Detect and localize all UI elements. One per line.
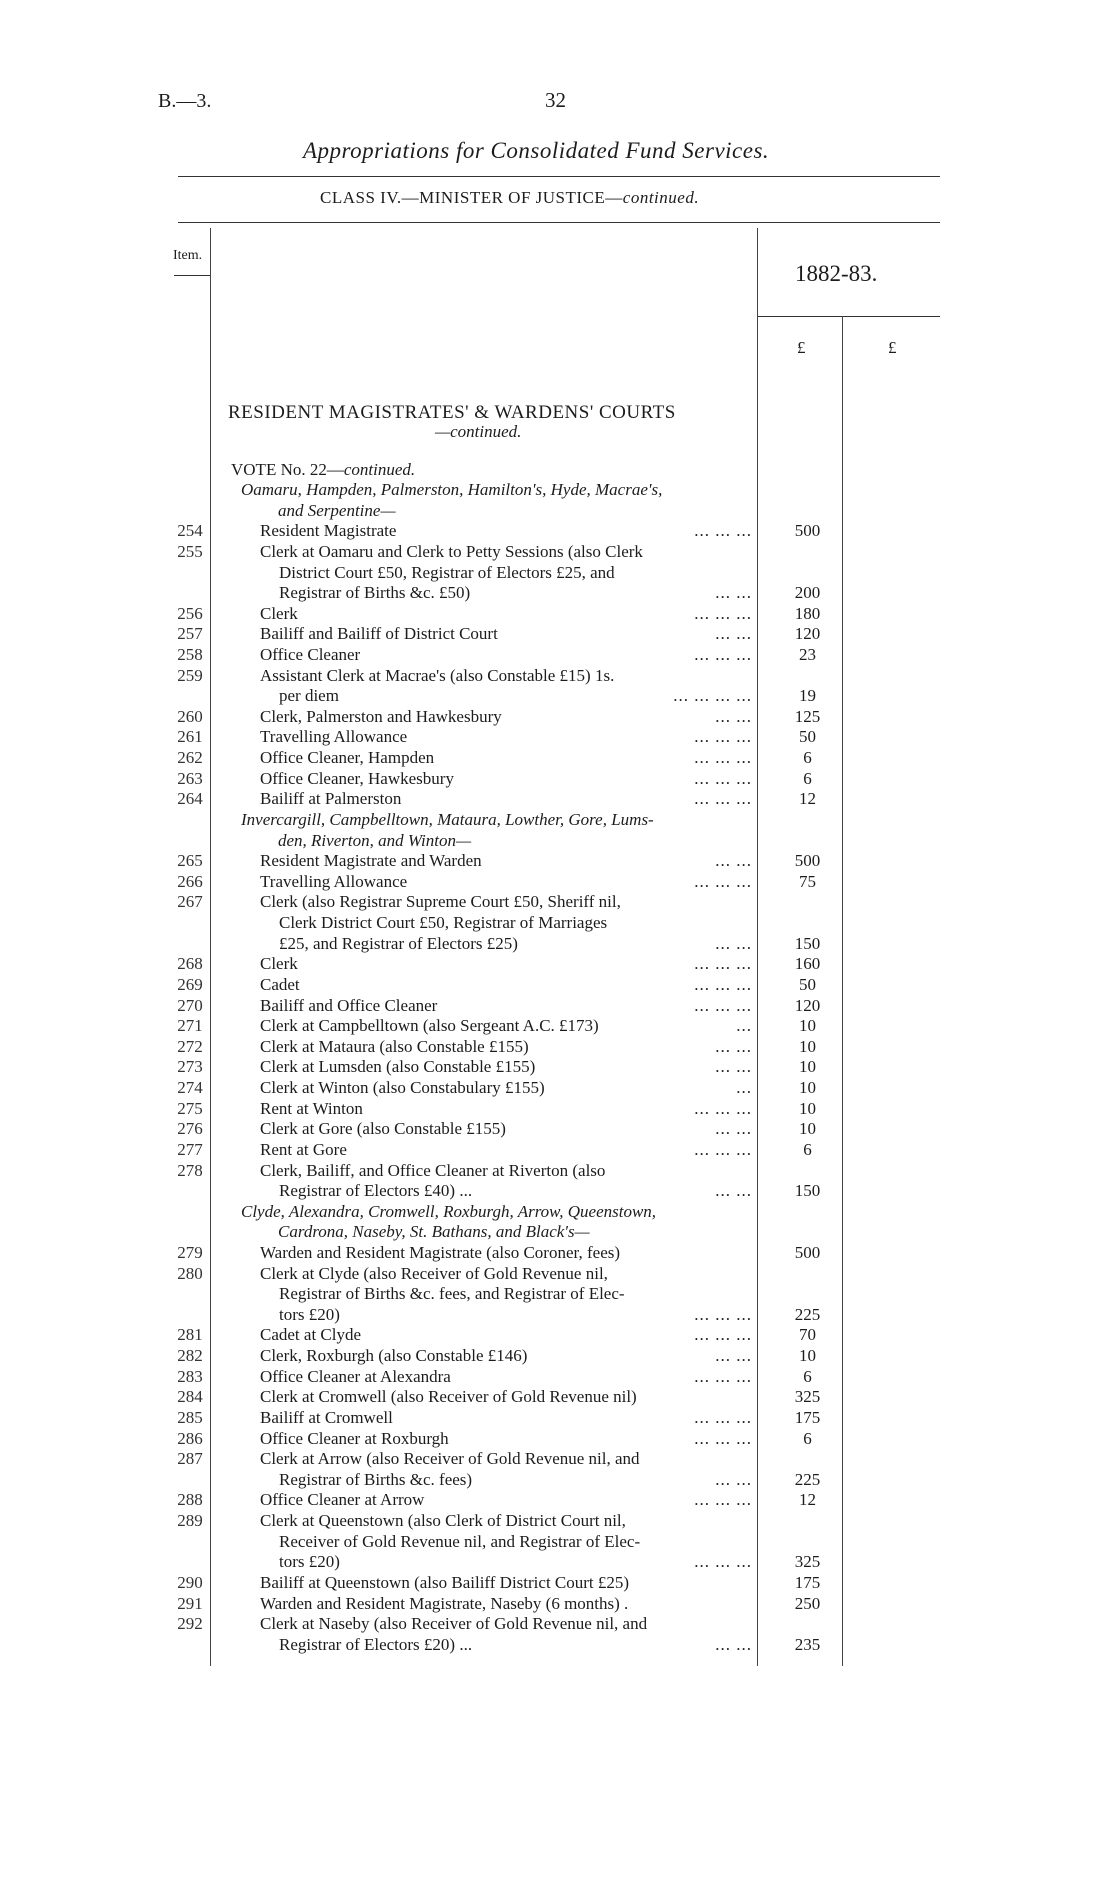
item-description: Clerk at Mataura (also Constable £155) <box>260 1036 529 1056</box>
appropriation-row <box>0 769 1114 789</box>
item-description: Clerk (also Registrar Supreme Court £50, Sheriff nil, <box>260 892 621 912</box>
item-description: Clerk at Clyde (also Receiver of Gold Revenue nil, <box>260 1263 608 1283</box>
amount-value: 10 <box>799 1016 816 1036</box>
leader-dots: ... ... ... <box>694 727 752 747</box>
appropriation-row <box>0 1470 1114 1490</box>
amount-value: 10 <box>799 1036 816 1056</box>
section-title: RESIDENT MAGISTRATES' & WARDENS' COURTS <box>228 402 676 423</box>
class-heading <box>320 188 699 208</box>
item-description: Resident Magistrate <box>260 521 397 541</box>
amount-value: 6 <box>803 1139 812 1159</box>
leader-dots: ... ... ... <box>694 1490 752 1510</box>
leader-dots: ... ... ... ... <box>673 686 752 706</box>
amount-value: 12 <box>799 789 816 809</box>
item-description: Registrar of Births &c. £50) <box>279 583 471 603</box>
amount-value: 500 <box>794 521 821 541</box>
amount-value: 325 <box>794 1387 821 1407</box>
appropriation-row <box>0 1119 1114 1139</box>
appropriation-row <box>0 727 1114 747</box>
appropriation-row <box>0 996 1114 1016</box>
leader-dots: ... ... <box>715 1469 752 1489</box>
item-number: 278 <box>177 1160 203 1180</box>
item-description: Registrar of Births &c. fees, and Registrar of Elec- <box>279 1284 625 1304</box>
amount-value: 19 <box>799 686 816 706</box>
leader-dots: ... ... ... <box>694 1139 752 1159</box>
item-number: 257 <box>177 624 203 644</box>
vote-heading-text: VOTE No. 22— <box>231 460 344 479</box>
item-description: Registrar of Electors £40) ... <box>279 1181 473 1201</box>
appropriation-row <box>0 1284 1114 1304</box>
item-description: Oamaru, Hampden, Palmerston, Hamilton's, Hyde, Macrae's, <box>241 480 663 499</box>
item-description: Bailiff at Cromwell <box>260 1407 393 1427</box>
appropriation-row <box>0 645 1114 665</box>
appropriation-row <box>0 604 1114 624</box>
appropriation-row <box>0 1305 1114 1325</box>
item-description: Registrar of Electors £20) ... <box>279 1634 473 1654</box>
appropriation-row <box>0 563 1114 583</box>
item-description: Clerk, Palmerston and Hawkesbury <box>260 706 502 726</box>
amount-value: 250 <box>794 1593 821 1613</box>
leader-dots: ... ... <box>715 1181 752 1201</box>
class-heading-text: CLASS IV.—MINISTER OF JUSTICE— <box>320 188 623 207</box>
appropriation-row <box>0 1408 1114 1428</box>
item-number: 272 <box>177 1036 203 1056</box>
amount-value: 6 <box>803 748 812 768</box>
item-description: Warden and Resident Magistrate, Naseby (6 months) . <box>260 1593 629 1613</box>
leader-dots: ... ... ... <box>694 871 752 891</box>
item-description: Rent at Winton <box>260 1098 363 1118</box>
item-description: Bailiff at Queenstown (also Bailiff District Court £25) <box>260 1572 630 1592</box>
item-description: Clerk, Roxburgh (also Constable £146) <box>260 1346 528 1365</box>
leader-dots: ... <box>736 1078 752 1097</box>
appropriation-row <box>0 1140 1114 1160</box>
appropriation-row <box>0 686 1114 706</box>
item-column-label: Item. <box>173 248 203 263</box>
item-description: tors £20) <box>279 1304 340 1324</box>
amount-value: 180 <box>794 603 821 623</box>
amount-value: 10 <box>799 1346 816 1365</box>
amount-value: 500 <box>794 851 821 871</box>
location-group-heading <box>0 480 1114 500</box>
item-description: Office Cleaner at Alexandra <box>260 1366 451 1386</box>
leader-dots: ... ... ... <box>694 748 752 768</box>
section-title-continued: —continued. <box>435 422 522 441</box>
leader-dots: ... ... ... <box>694 1428 752 1448</box>
item-number: 283 <box>177 1366 203 1386</box>
amount-value: 500 <box>794 1242 821 1262</box>
item-description: Assistant Clerk at Macrae's (also Constable £15) 1s. <box>260 665 615 685</box>
item-description: den, Riverton, and Winton— <box>278 830 472 850</box>
item-number: 261 <box>177 727 203 747</box>
appropriation-row <box>0 1367 1114 1387</box>
amount-value: 175 <box>794 1407 821 1427</box>
item-number: 267 <box>177 892 203 912</box>
appropriation-row <box>0 583 1114 603</box>
item-description: tors £20) <box>279 1552 340 1572</box>
item-number: 266 <box>177 871 203 891</box>
item-number: 276 <box>177 1119 203 1139</box>
item-number: 264 <box>177 789 203 809</box>
item-description: Clerk at Campbelltown (also Sergeant A.C. £173) <box>260 1016 599 1036</box>
item-number: 290 <box>177 1572 203 1592</box>
item-description: Travelling Allowance <box>260 727 408 747</box>
item-description: District Court £50, Registrar of Electors £25, and <box>279 562 615 582</box>
appropriation-row <box>0 748 1114 768</box>
appropriation-row <box>0 1243 1114 1263</box>
appropriation-row <box>0 1387 1114 1407</box>
item-number: 274 <box>177 1078 203 1097</box>
appropriation-row <box>0 521 1114 541</box>
leader-dots: ... ... ... <box>694 1366 752 1386</box>
amount-value: 50 <box>799 974 816 994</box>
item-number: 280 <box>177 1263 203 1283</box>
appropriation-row <box>0 913 1114 933</box>
item-description: Office Cleaner, Hampden <box>260 748 435 768</box>
item-number: 258 <box>177 645 203 664</box>
item-description: Receiver of Gold Revenue nil, and Registrar of Elec- <box>279 1531 641 1551</box>
item-number: 284 <box>177 1387 203 1407</box>
heading-rule <box>178 222 940 223</box>
item-number: 287 <box>177 1449 203 1469</box>
item-number: 281 <box>177 1325 203 1345</box>
page-title: Appropriations for Consolidated Fund Services. <box>303 138 770 163</box>
leader-dots: ... ... ... <box>694 1098 752 1118</box>
appropriation-row <box>0 1057 1114 1077</box>
item-number: 271 <box>177 1016 203 1036</box>
amount-value: 125 <box>794 706 821 726</box>
leader-dots: ... ... ... <box>694 974 752 994</box>
year-rule <box>757 316 940 317</box>
appropriation-row <box>0 1635 1114 1655</box>
item-number: 277 <box>177 1139 203 1159</box>
amount-value: 150 <box>794 933 821 953</box>
amount-value: 120 <box>794 995 821 1015</box>
appropriation-row <box>0 1449 1114 1469</box>
item-description: Clerk at Oamaru and Clerk to Petty Sessions (also Clerk <box>260 541 643 561</box>
leader-dots: ... ... ... <box>694 768 752 788</box>
leader-dots: ... ... <box>715 1036 752 1056</box>
leader-dots: ... ... <box>715 933 752 953</box>
appropriation-row <box>0 851 1114 871</box>
item-description: Cadet at Clyde <box>260 1325 362 1345</box>
appropriation-row <box>0 1161 1114 1181</box>
vote-heading-continued: continued. <box>343 460 416 479</box>
item-number: 286 <box>177 1428 203 1448</box>
leader-dots: ... ... <box>715 1346 752 1365</box>
item-description: Resident Magistrate and Warden <box>260 851 482 871</box>
leader-dots: ... ... ... <box>694 603 752 623</box>
amount-value: 120 <box>794 624 821 644</box>
item-number: 270 <box>177 995 203 1015</box>
item-description: Clerk at Lumsden (also Constable £155) <box>260 1057 536 1077</box>
appropriation-row <box>0 789 1114 809</box>
item-description: and Serpentine— <box>278 500 396 520</box>
item-description: Clerk at Queenstown (also Clerk of District Court nil, <box>260 1511 626 1530</box>
page-number: 32 <box>545 88 566 112</box>
location-group-heading <box>0 1222 1114 1242</box>
appropriation-row <box>0 1429 1114 1449</box>
amount-value: 10 <box>799 1057 816 1077</box>
item-description: Warden and Resident Magistrate (also Coroner, fees) <box>260 1242 621 1262</box>
item-description: Bailiff and Bailiff of District Court <box>260 624 498 644</box>
item-number: 279 <box>177 1242 203 1262</box>
appropriation-row <box>0 1078 1114 1098</box>
appropriation-row <box>0 1037 1114 1057</box>
leader-dots: ... ... <box>715 1119 752 1139</box>
item-description: Office Cleaner at Arrow <box>260 1490 425 1510</box>
amount-value: 12 <box>799 1490 816 1510</box>
amount-value: 10 <box>799 1119 816 1139</box>
amount-value: 75 <box>799 871 816 891</box>
item-description: Clyde, Alexandra, Cromwell, Roxburgh, Arrow, Queenstown, <box>241 1201 657 1221</box>
item-description: Clerk at Winton (also Constabulary £155) <box>260 1078 545 1097</box>
appropriation-row <box>0 1346 1114 1366</box>
leader-dots: ... ... ... <box>694 1407 752 1427</box>
appropriation-row <box>0 1264 1114 1284</box>
amount-value: 10 <box>799 1078 816 1097</box>
amount-value: 6 <box>803 1428 812 1448</box>
currency-symbol-totals: £ <box>888 338 897 357</box>
appropriation-row <box>0 1181 1114 1201</box>
item-number: 254 <box>177 521 203 541</box>
appropriation-row <box>0 666 1114 686</box>
item-description: Clerk at Cromwell (also Receiver of Gold Revenue nil) <box>260 1387 637 1407</box>
item-description: Clerk <box>260 603 298 623</box>
item-number: 268 <box>177 954 203 974</box>
leader-dots: ... ... ... <box>694 954 752 974</box>
item-description: Clerk at Naseby (also Receiver of Gold Revenue nil, and <box>260 1614 648 1634</box>
appropriation-row <box>0 954 1114 974</box>
item-number: 285 <box>177 1407 203 1427</box>
item-description: Clerk at Gore (also Constable £155) <box>260 1119 506 1139</box>
amount-value: 325 <box>794 1552 821 1572</box>
amount-value: 235 <box>794 1634 821 1654</box>
document-reference: B.—3. <box>158 90 212 112</box>
amount-value: 10 <box>799 1098 816 1118</box>
item-number: 262 <box>177 748 203 768</box>
leader-dots: ... ... <box>715 624 752 644</box>
leader-dots: ... ... <box>715 706 752 726</box>
leader-dots: ... ... ... <box>694 1304 752 1324</box>
amount-value: 225 <box>794 1469 821 1489</box>
item-description: Bailiff and Office Cleaner <box>260 995 438 1015</box>
item-description: Bailiff at Palmerston <box>260 789 402 809</box>
item-description: £25, and Registrar of Electors £25) <box>279 933 518 953</box>
item-label-rule <box>174 275 210 276</box>
appropriation-row <box>0 1532 1114 1552</box>
currency-symbol-items: £ <box>797 338 806 357</box>
appropriation-row <box>0 1614 1114 1634</box>
amount-value: 150 <box>794 1181 821 1201</box>
item-number: 259 <box>177 665 203 685</box>
vote-heading <box>231 460 415 480</box>
item-number: 282 <box>177 1346 203 1365</box>
class-heading-continued: continued. <box>622 188 700 207</box>
item-description: Office Cleaner <box>260 645 361 664</box>
location-group-heading <box>0 1202 1114 1222</box>
amount-value: 225 <box>794 1304 821 1324</box>
leader-dots: ... ... ... <box>694 645 752 664</box>
appropriation-row <box>0 707 1114 727</box>
item-description: Invercargill, Campbelltown, Mataura, Lowther, Gore, Lums- <box>241 809 654 829</box>
location-group-heading <box>0 501 1114 521</box>
item-description: Clerk <box>260 954 298 974</box>
amount-value: 200 <box>794 583 821 603</box>
item-number: 256 <box>177 603 203 623</box>
appropriation-row <box>0 1325 1114 1345</box>
leader-dots: ... ... ... <box>694 1325 752 1345</box>
item-number: 260 <box>177 706 203 726</box>
item-number: 265 <box>177 851 203 871</box>
leader-dots: ... ... ... <box>694 521 752 541</box>
title-rule <box>178 176 940 177</box>
leader-dots: ... ... <box>715 1634 752 1654</box>
item-description: Travelling Allowance <box>260 871 408 891</box>
item-description: Registrar of Births &c. fees) <box>279 1469 473 1489</box>
item-description: per diem <box>279 686 339 706</box>
amount-value: 175 <box>794 1572 821 1592</box>
location-group-heading <box>0 831 1114 851</box>
amount-value: 50 <box>799 727 816 747</box>
amount-value: 160 <box>794 954 821 974</box>
appropriation-row <box>0 1016 1114 1036</box>
item-number: 273 <box>177 1057 203 1077</box>
item-description: Clerk District Court £50, Registrar of Marriages <box>279 913 608 932</box>
leader-dots: ... ... <box>715 1057 752 1077</box>
amount-value: 23 <box>799 645 816 664</box>
leader-dots: ... ... <box>715 851 752 871</box>
amount-value: 70 <box>799 1325 816 1345</box>
item-number: 289 <box>177 1511 203 1530</box>
item-description: Office Cleaner at Roxburgh <box>260 1428 449 1448</box>
leader-dots: ... ... ... <box>694 1552 752 1572</box>
item-description: Clerk at Arrow (also Receiver of Gold Revenue nil, and <box>260 1449 640 1469</box>
item-number: 275 <box>177 1098 203 1118</box>
appropriation-row <box>0 542 1114 562</box>
item-description: Rent at Gore <box>260 1139 347 1159</box>
appropriation-row <box>0 975 1114 995</box>
item-description: Office Cleaner, Hawkesbury <box>260 768 454 788</box>
fiscal-year-label: 1882-83. <box>795 261 878 286</box>
appropriation-row <box>0 872 1114 892</box>
leader-dots: ... ... ... <box>694 995 752 1015</box>
appropriation-row <box>0 1511 1114 1531</box>
leader-dots: ... ... <box>715 583 752 603</box>
item-number: 288 <box>177 1490 203 1510</box>
appropriation-row <box>0 1594 1114 1614</box>
item-number: 291 <box>177 1593 203 1613</box>
item-description: Cadet <box>260 974 300 994</box>
item-description: Clerk, Bailiff, and Office Cleaner at Riverton (also <box>260 1160 606 1180</box>
item-number: 263 <box>177 768 203 788</box>
appropriation-row <box>0 1552 1114 1572</box>
location-group-heading <box>0 810 1114 830</box>
item-number: 255 <box>177 541 203 561</box>
leader-dots: ... <box>736 1016 752 1036</box>
appropriation-row <box>0 934 1114 954</box>
item-number: 292 <box>177 1614 203 1634</box>
appropriation-row <box>0 624 1114 644</box>
leader-dots: ... ... ... <box>694 789 752 809</box>
item-number: 269 <box>177 974 203 994</box>
amount-value: 6 <box>803 1366 812 1386</box>
appropriation-row <box>0 1490 1114 1510</box>
amount-value: 6 <box>803 768 812 788</box>
appropriation-row <box>0 1099 1114 1119</box>
appropriation-row <box>0 892 1114 912</box>
appropriation-row <box>0 1573 1114 1593</box>
item-description: Cardrona, Naseby, St. Bathans, and Black's— <box>278 1222 590 1242</box>
